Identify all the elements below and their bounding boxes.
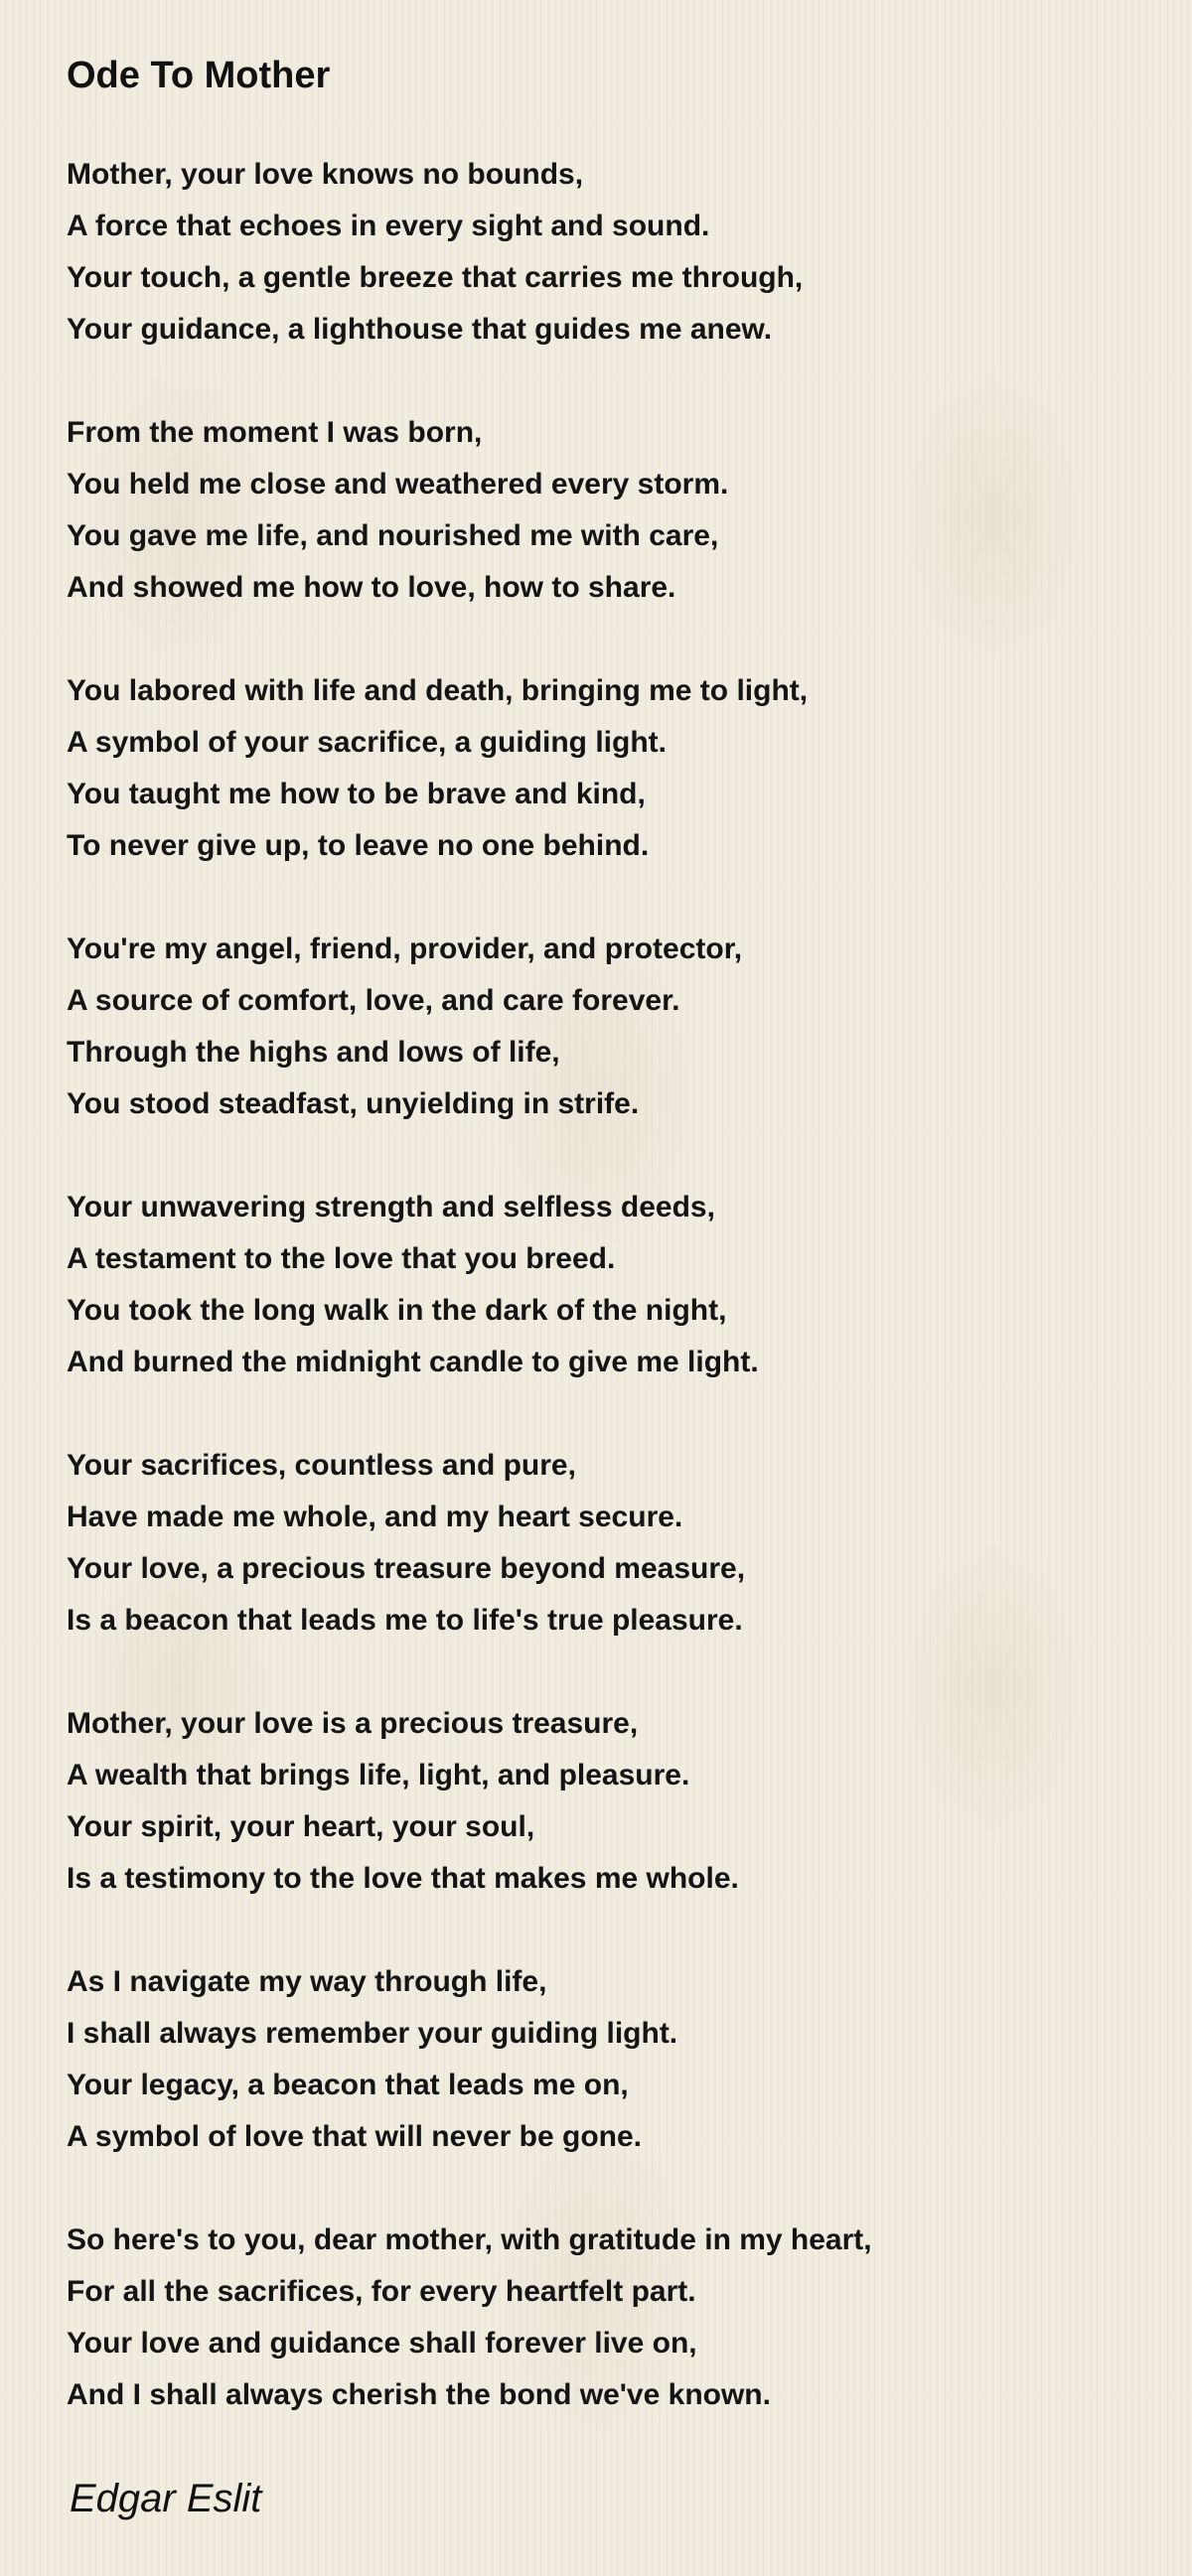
stanza-5 — [67, 1182, 1192, 1388]
poem-line: Your unwavering strength and selfless deeds, — [67, 1191, 715, 1223]
poem-line: For all the sacrifices, for every heartfelt part. — [67, 2275, 696, 2308]
poem-line: You stood steadfast, unyielding in strife. — [67, 1087, 640, 1120]
poem-title: Ode To Mother — [67, 55, 331, 96]
poem-line: So here's to you, dear mother, with gratitude in my heart, — [67, 2223, 872, 2256]
poem-line: And showed me how to love, how to share. — [67, 571, 676, 604]
stanza-6 — [67, 1440, 1192, 1646]
poem-line: A testament to the love that you breed. — [67, 1242, 616, 1275]
poem-line: Your love, a precious treasure beyond measure, — [67, 1552, 746, 1585]
stanza-4 — [67, 924, 1192, 1130]
poem-line: Through the highs and lows of life, — [67, 1036, 560, 1069]
poem-line: Mother, your love is a precious treasure, — [67, 1707, 639, 1740]
poem-line: Mother, your love knows no bounds, — [67, 158, 584, 191]
poem-line: A symbol of your sacrifice, a guiding light. — [67, 726, 667, 759]
poem-line: Your guidance, a lighthouse that guides me anew. — [67, 313, 773, 346]
stanza-1 — [67, 149, 1192, 356]
poem-body — [67, 149, 1192, 2421]
poem-line: Your love and guidance shall forever live on, — [67, 2327, 697, 2360]
poem-line: A source of comfort, love, and care forever. — [67, 984, 680, 1017]
poem-line: You gave me life, and nourished me with care, — [67, 519, 719, 552]
stanza-7 — [67, 1698, 1192, 1905]
poem-line: Your legacy, a beacon that leads me on, — [67, 2069, 629, 2101]
poem-line: Your touch, a gentle breeze that carries me through, — [67, 261, 804, 294]
poem-line: And I shall always cherish the bond we've known. — [67, 2378, 771, 2411]
poem-line: To never give up, to leave no one behind. — [67, 829, 650, 862]
poem-line: Have made me whole, and my heart secure. — [67, 1501, 683, 1533]
poem-line: Is a testimony to the love that makes me whole. — [67, 1862, 739, 1895]
poem-line: You took the long walk in the dark of the night, — [67, 1294, 727, 1327]
stanza-3 — [67, 665, 1192, 872]
poem-line: A force that echoes in every sight and sound. — [67, 210, 710, 242]
poem-line: I shall always remember your guiding light. — [67, 2017, 678, 2050]
poem-line: A wealth that brings life, light, and pleasure. — [67, 1759, 690, 1791]
stanza-9 — [67, 2215, 1192, 2421]
poem-line: You're my angel, friend, provider, and protector, — [67, 932, 743, 965]
poem-line: Your spirit, your heart, your soul, — [67, 1810, 535, 1843]
poem-author: Edgar Eslit — [70, 2477, 262, 2520]
stanza-8 — [67, 1956, 1192, 2163]
poem-line: As I navigate my way through life, — [67, 1965, 547, 1998]
poem-line: Your sacrifices, countless and pure, — [67, 1449, 576, 1482]
stanza-2 — [67, 407, 1192, 614]
poem-line: Is a beacon that leads me to life's true pleasure. — [67, 1604, 743, 1637]
poem-line: You held me close and weathered every storm. — [67, 468, 729, 501]
poem-line: And burned the midnight candle to give me light. — [67, 1346, 759, 1378]
poem-line: You taught me how to be brave and kind, — [67, 778, 646, 810]
poem-line: You labored with life and death, bringing me to light, — [67, 674, 809, 707]
poem-line: From the moment I was born, — [67, 416, 483, 449]
poem-line: A symbol of love that will never be gone. — [67, 2120, 642, 2153]
